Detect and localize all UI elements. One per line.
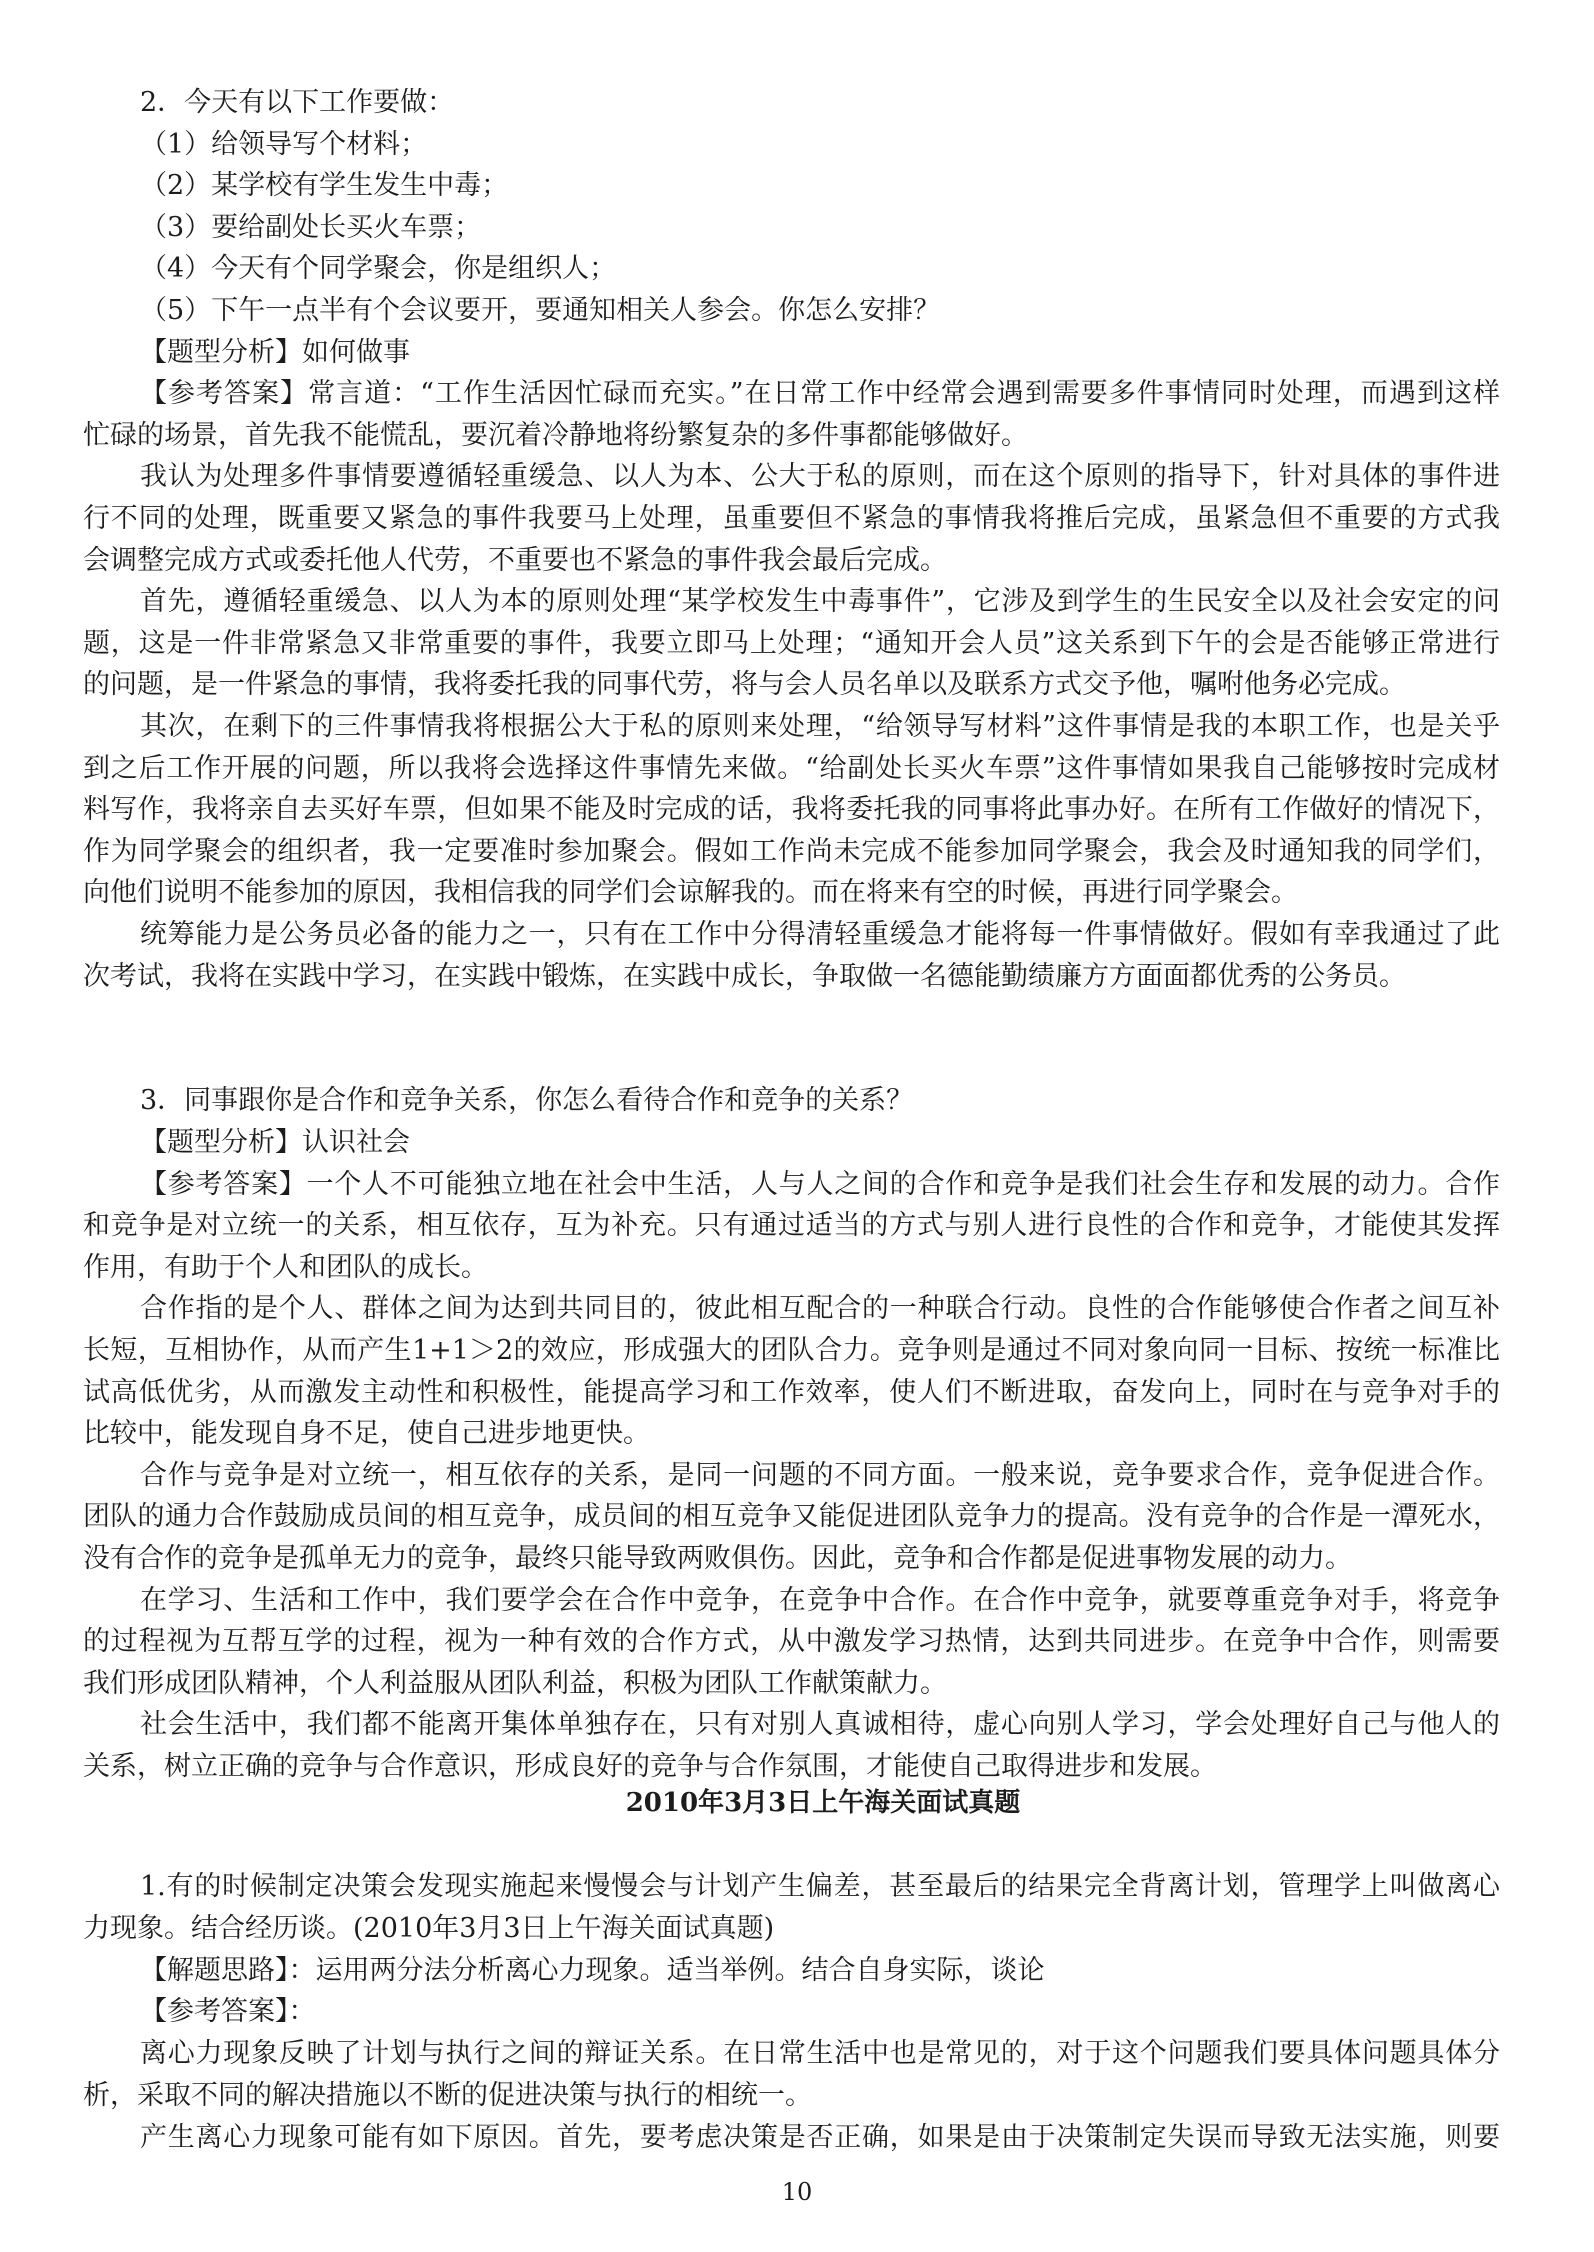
text-line: 我们形成团队精神，个人利益服从团队利益，积极为团队工作献策献力。: [83, 1667, 947, 1699]
text-line: 统筹能力是公务员必备的能力之一，只有在工作中分得清轻重缓急才能将每一件事情做好。假如有幸我通过了此: [140, 919, 1500, 950]
text-line: 【解题思路】：运用两分法分析离心力现象。适当举例。结合自身实际，谈论: [140, 1954, 1045, 1986]
text-line: 产生离心力现象可能有如下原因。首先，要考虑决策是否正确，如果是由于决策制定失误而导致无法实施，则要: [140, 2121, 1500, 2153]
text-line: 合作与竞争是对立统一，相互依存的关系，是同一问题的不同方面。一般来说，竞争要求合作，竞争促进合作。: [140, 1459, 1500, 1491]
text-line: 【参考答案】：: [140, 1996, 316, 2028]
text-line: 作为同学聚会的组织者，我一定要准时参加聚会。假如工作尚未完成不能参加同学聚会，我会及时通知我的同学们，: [83, 835, 1500, 867]
text-line: 我认为处理多件事情要遵循轻重缓急、以人为本、公大于私的原则，而在这个原则的指导下，针对具体的事件进: [140, 461, 1500, 493]
text-line: 力现象。结合经历谈。(2010年3月3日上午海关面试真题): [83, 1912, 775, 1944]
text-line: （4）今天有个同学聚会，你是组织人；: [140, 253, 617, 285]
text-line: 离心力现象反映了计划与执行之间的辩证关系。在日常生活中也是常见的，对于这个问题我们要具体问题具体分: [140, 2038, 1500, 2070]
text-line: 试高低优劣，从而激发主动性和积极性，能提高学习和工作效率，使人们不断进取，奋发向上，同时在与竞争对手的: [83, 1376, 1500, 1408]
text-line: 【参考答案】常言道：“工作生活因忙碌而充实。”在日常工作中经常会遇到需要多件事情同时处理，而遇到这样: [140, 378, 1500, 410]
text-line: （3）要给副处长买火车票；: [140, 211, 482, 243]
text-line: 1.有的时候制定决策会发现实施起来慢慢会与计划产生偏差，甚至最后的结果完全背离计划，管理学上叫做离心: [140, 1871, 1500, 1902]
text-line: （1）给领导写个材料；: [140, 128, 428, 160]
text-line: （5）下午一点半有个会议要开，要通知相关人参会。你怎么安排？: [140, 295, 941, 326]
text-line: 【题型分析】如何做事: [140, 336, 410, 368]
text-line: 其次，在剩下的三件事情我将根据公大于私的原则来处理，“给领导写材料”这件事情是我的本职工作，也是关乎: [140, 711, 1500, 742]
text-line: 没有合作的竞争是孤单无力的竞争，最终只能导致两败俱伤。因此，竞争和合作都是促进事物发展的动力。: [83, 1543, 1352, 1574]
text-line: 合作指的是个人、群体之间为达到共同目的，彼此相互配合的一种联合行动。良性的合作能够使合作者之间互补: [140, 1293, 1500, 1325]
text-line: 料写作，我将亲自去买好车票，但如果不能及时完成的话，我将委托我的同事将此事办好。在所有工作做好的情况下，: [83, 794, 1500, 826]
text-line: 忙碌的场景，首先我不能慌乱，要沉着冷静地将纷繁复杂的多件事都能够做好。: [83, 419, 1028, 451]
text-line: （2）某学校有学生发生中毒；: [140, 170, 509, 202]
text-line: 社会生活中，我们都不能离开集体单独存在，只有对别人真诚相待，虚心向别人学习，学会处理好自己与他人的: [140, 1709, 1500, 1741]
text-line: 2．今天有以下工作要做：: [140, 87, 455, 118]
text-line: 比较中，能发现自身不足，使自己进步地更快。: [83, 1418, 650, 1450]
text-line: 会调整完成方式或委托他人代劳，不重要也不紧急的事件我会最后完成。: [83, 544, 947, 576]
text-line: 的过程视为互帮互学的过程，视为一种有效的合作方式，从中激发学习热情，达到共同进步。在竞争中合作，则需要: [83, 1626, 1500, 1658]
text-line: 作用，有助于个人和团队的成长。: [83, 1251, 488, 1283]
text-line: 【题型分析】认识社会: [140, 1127, 410, 1158]
text-line: 行不同的处理，既重要又紧急的事件我要马上处理，虽重要但不紧急的事情我将推后完成，虽紧急但不重要的方式我: [83, 503, 1500, 534]
text-line: 到之后工作开展的问题，所以我将会选择这件事情先来做。“给副处长买火车票”这件事情如果我自己能够按时完成材: [83, 752, 1500, 784]
text-line: 首先，遵循轻重缓急、以人为本的原则处理“某学校发生中毒事件”，它涉及到学生的生民安全以及社会安定的问: [140, 586, 1500, 618]
text-line: 析，采取不同的解决措施以不断的促进决策与执行的相统一。: [83, 2080, 812, 2111]
text-line: 长短，互相协作，从而产生1+1＞2的效应，形成强大的团队合力。竞争则是通过不同对象向同一目标、按统一标准比: [83, 1335, 1500, 1366]
text-line: 次考试，我将在实践中学习，在实践中锻炼，在实践中成长，争取做一名德能勤绩廉方方面面都优秀的公务员。: [83, 960, 1406, 992]
text-line: 3．同事跟你是合作和竞争关系，你怎么看待合作和竞争的关系？: [140, 1085, 914, 1117]
text-line: 【参考答案】一个人不可能独立地在社会中生活，人与人之间的合作和竞争是我们社会生存和发展的动力。合作: [140, 1168, 1500, 1200]
text-line: 在学习、生活和工作中，我们要学会在合作中竞争，在竞争中合作。在合作中竞争，就要尊重竞争对手，将竞争: [140, 1584, 1500, 1616]
text-line: 向他们说明不能参加的原因，我相信我的同学们会谅解我的。而在将来有空的时候，再进行同学聚会。: [83, 877, 1298, 909]
text-line: 和竞争是对立统一的关系，相互依存，互为补充。只有通过适当的方式与别人进行良性的合作和竞争，才能使其发挥: [83, 1210, 1500, 1242]
text-line: 关系，树立正确的竞争与合作意识，形成良好的竞争与合作氛围，才能使自己取得进步和发展。: [83, 1751, 1217, 1782]
section-title: 2010年3月3日上午海关面试真题: [625, 1788, 1021, 1818]
text-line: 题，这是一件非常紧急又非常重要的事件，我要立即马上处理；“通知开会人员”这关系到下午的会是否能够正常进行: [83, 627, 1500, 659]
text-line: 的问题，是一件紧急的事情，我将委托我的同事代劳，将与会人员名单以及联系方式交予他，嘱咐他务必完成。: [83, 669, 1406, 701]
page-number: 10: [781, 2178, 813, 2206]
text-line: 团队的通力合作鼓励成员间的相互竞争，成员间的相互竞争又能促进团队竞争力的提高。没有竞争的合作是一潭死水，: [83, 1501, 1500, 1533]
